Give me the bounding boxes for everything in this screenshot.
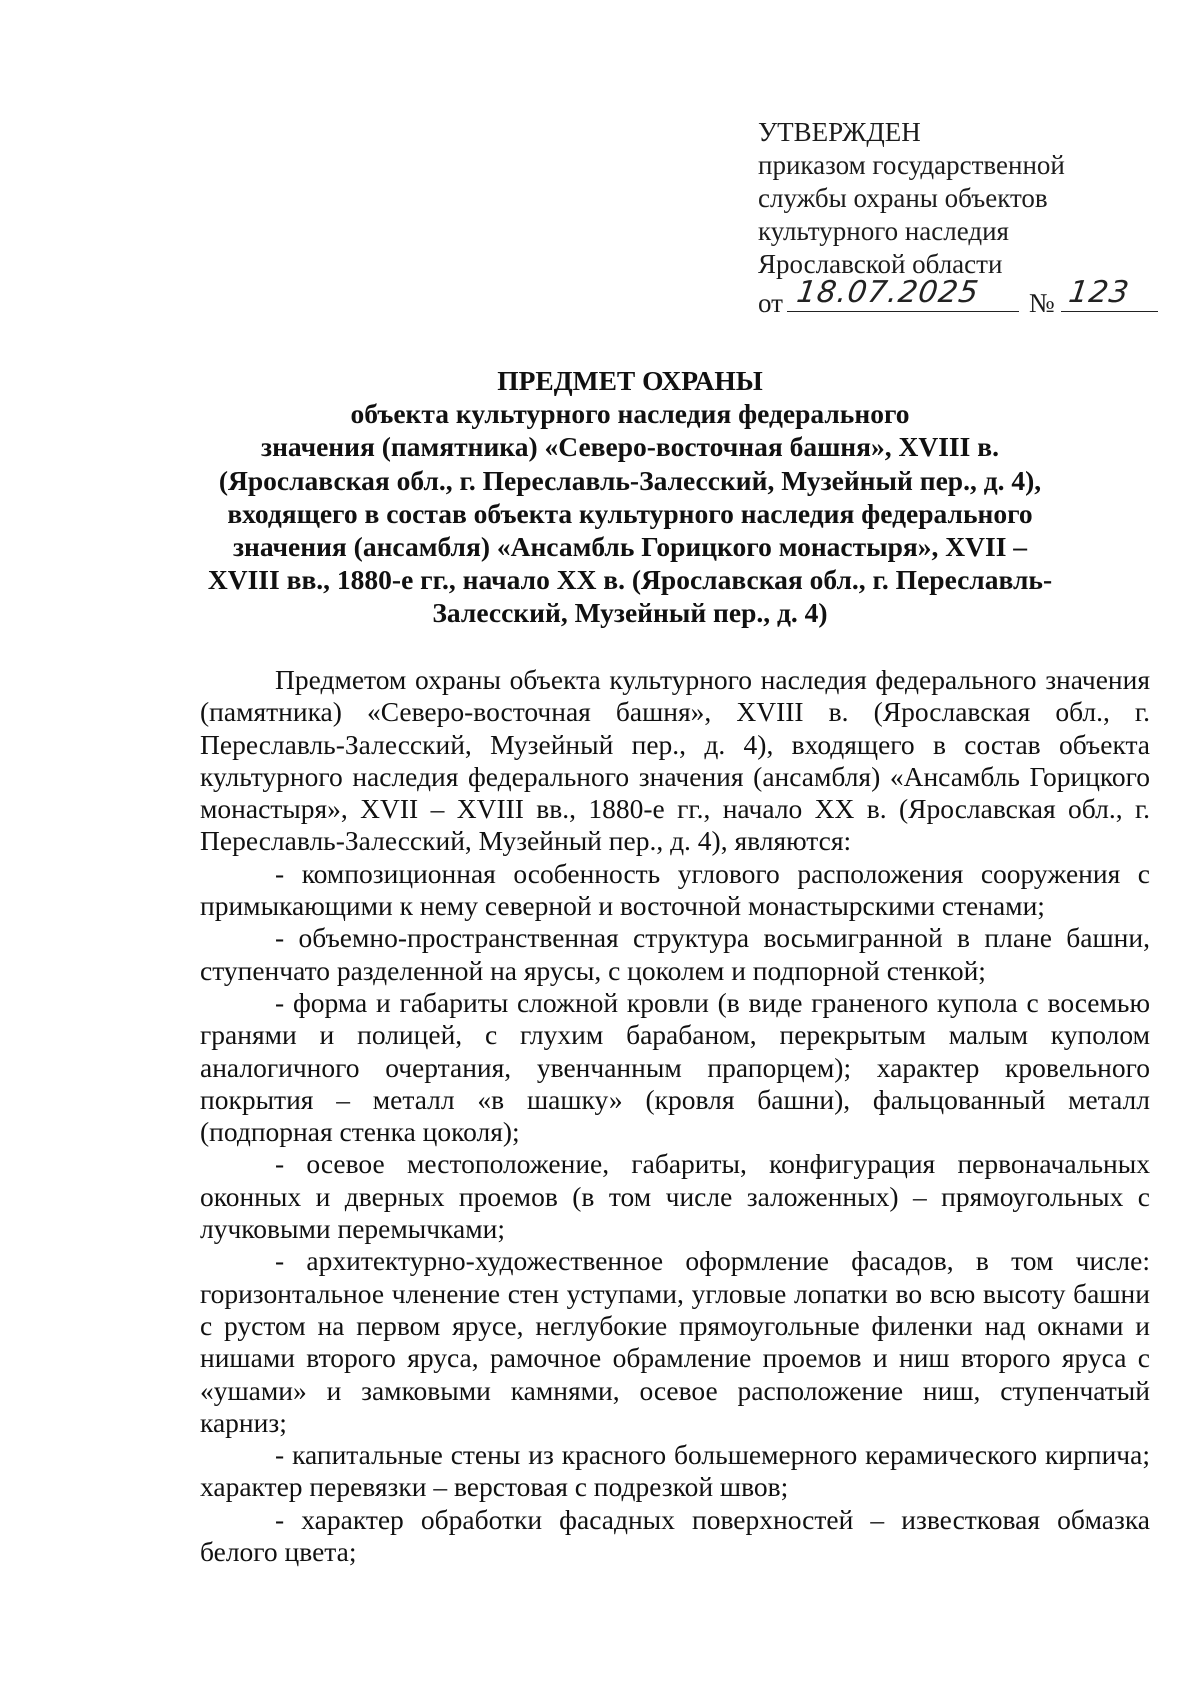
approval-heading: УТВЕРЖДЕН (758, 117, 921, 147)
title-line: ПРЕДМЕТ ОХРАНЫ (497, 365, 763, 396)
approval-date-handwritten: 18.07.2025 (794, 275, 982, 310)
approval-number-handwritten: 123 (1066, 275, 1132, 310)
approval-line: Ярославской области (758, 249, 1003, 279)
approval-date-prefix: от (758, 288, 783, 318)
body-list-item: - характер обработки фасадных поверхностей – известковая обмазка белого цвета; (200, 1503, 1150, 1568)
title-line: значения (ансамбля) «Ансамбль Горицкого монастыря», XVII – (232, 531, 1028, 563)
approval-line: службы охраны объектов (758, 183, 1048, 213)
body-intro-paragraph: Предметом охраны объекта культурного наследия федерального значения (памятника) «Северо-восточная башня», XVIII в. (Ярославская обл., г. Переславль-Залесский, Музейный пер., д. 4), входящего в состав объекта культурного наследия федерального значения (ансамбля) «Ансамбль Горицкого монастыря», XVII – XVIII вв., 1880-е гг., начало XX в. (Ярославская обл., г. Переславль-Залесский, Музейный пер., д. 4), являются: (200, 664, 1150, 857)
body-list-item: - композиционная особенность углового расположения сооружения с примыкающими к нему северной и восточной монастырскими стенами; (200, 857, 1150, 922)
approval-number-field (1061, 275, 1158, 312)
approval-date-row (758, 275, 1158, 320)
approval-line: приказом государственной (758, 150, 1065, 180)
body-list-item: - осевое местоположение, габариты, конфигурация первоначальных оконных и дверных проемов (в том числе заложенных) – прямоугольных с лучковыми перемычками; (200, 1148, 1150, 1245)
document-body (200, 664, 1150, 1568)
approval-date-field (787, 275, 1019, 312)
title-line: XVIII вв., 1880-е гг., начало XX в. (Ярославская обл., г. Переславль- (207, 564, 1053, 596)
approval-line: культурного наследия (758, 216, 1009, 246)
body-list-item: - форма и габариты сложной кровли (в виде граненого купола с восемью гранями и полицей, с глухим барабаном, перекрытым малым куполом аналогичного очертания, увенчанным прапорцем); характер кровельного покрытия – металл «в шашку» (кровля башни), фальцованный металл (подпорная стенка цоколя); (200, 986, 1150, 1148)
title-line: объекта культурного наследия федерального (350, 398, 910, 430)
title-line: (Ярославская обл., г. Переславль-Залесский, Музейный пер., д. 4), (218, 464, 1042, 496)
title-line: Залесский, Музейный пер., д. 4) (432, 597, 828, 629)
body-list-item: - объемно-пространственная структура восьмигранной в плане башни, ступенчато разделенной на ярусы, с цоколем и подпорной стенкой; (200, 922, 1150, 986)
body-list-item: - архитектурно-художественное оформление фасадов, в том числе: горизонтальное членение стен уступами, угловые лопатки во всю высоту башни с рустом на первом ярусе, неглубокие прямоугольные филенки над окнами и нишами второго яруса, рамочное обрамление проемов и ниш второго яруса с «ушами» и замковыми камнями, осевое расположение ниш, ступенчатый карниз; (200, 1245, 1150, 1438)
title-line: входящего в состав объекта культурного наследия федерального (227, 497, 1033, 529)
title-line: значения (памятника) «Северо-восточная башня», XVIII в. (261, 431, 999, 463)
approval-stamp (758, 116, 1158, 320)
document-title (200, 364, 1060, 630)
body-list-item: - капитальные стены из красного большемерного керамического кирпича; характер перевязки – верстовая с подрезкой швов; (200, 1439, 1150, 1503)
approval-number-prefix: № (1028, 288, 1055, 318)
